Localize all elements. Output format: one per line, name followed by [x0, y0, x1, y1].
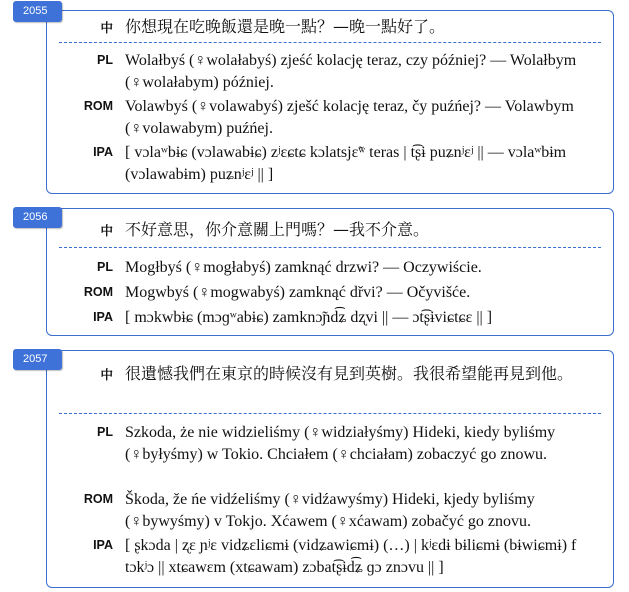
ipa-label: IPA	[93, 538, 113, 552]
polish-sentence: Mogłbyś (♀mogłabyś) zamknąć drzwi? — Oczywiście.	[125, 259, 482, 276]
chinese-sentence: 不好意思，你介意關上門嗎？—我不介意。	[125, 220, 430, 239]
dashed-separator	[59, 413, 601, 414]
polish-sentence: Wolałbyś (♀wolałabyś) zjeść kolację teraz, czy później? — Wolałbym (♀wolałabym) później.	[125, 52, 581, 91]
ipa-transcription: [ mɔkwbɨɕ (mɔɡʷabɨɕ) zamknɔ̃ɲd͡ʑ dʐvi || — ɔt͡ʂɨviɕtɕɛ || ]	[125, 309, 493, 326]
pl-label: PL	[97, 260, 113, 274]
dashed-separator	[59, 42, 601, 43]
ipa-label: IPA	[93, 145, 113, 159]
entry-number-badge: 2055	[13, 1, 62, 22]
chinese-sentence: 很遺憾我們在東京的時候沒有見到英樹。我很希望能再見到他。	[125, 364, 574, 383]
ipa-transcription: [ vɔlaʷbɨɕ (vɔlawabɨɕ) zʲɛɕtɕ kɔlatsjɛ̃ʷ teras | t͡ʂɨ puʑnʲɛʲ || — vɔlaʷbɨm (vɔlawabɨm) puʑnʲɛʲ || ]	[125, 144, 571, 183]
entry-number-badge: 2057	[13, 349, 62, 370]
entry-number-badge: 2056	[13, 207, 62, 228]
ipa-label: IPA	[93, 310, 113, 324]
polish-sentence: Szkoda, że nie widzieliśmy (♀widziałyśmy) Hideki, kiedy byliśmy (♀byłyśmy) w Tokio. Chciałem (♀chciałam) zobaczyć go znowu.	[125, 424, 560, 463]
entry-card	[46, 208, 614, 336]
romanization: Škoda, že ńe vidźeliśmy (♀vidźawyśmy) Hideki, kjedy byliśmy (♀bywyśmy) v Tokjo. Xćawem (♀xćawam) zobačyć go znovu.	[125, 491, 539, 530]
dashed-separator	[59, 247, 601, 248]
rom-label: ROM	[83, 285, 113, 299]
romanization: Volawbyś (♀volawabyś) zješć kolację teraz, čy puźńej? — Volawbym (♀volawabym) puźńej.	[125, 98, 578, 137]
pl-label: PL	[97, 53, 113, 67]
rom-label: ROM	[83, 492, 113, 506]
entry-card	[46, 350, 614, 588]
pl-label: PL	[97, 425, 113, 439]
zh-label: 中	[100, 368, 113, 382]
entry-card	[46, 10, 614, 194]
zh-label: 中	[100, 224, 113, 238]
rom-label: ROM	[83, 99, 113, 113]
ipa-transcription: [ ʂkɔda | ʐɛ ɲʲɛ vidʑɛliɕmɨ (vidʑawiɕmɨ) (…) | kʲɛdɨ bɨliɕmɨ (bɨwiɕmɨ) f tɔkʲɔ || xtɕawɛm (xtɕawam) zɔbat͡ʂɨd͡ʑ ɡɔ znɔvu || ]	[125, 537, 581, 576]
zh-label: 中	[100, 21, 113, 35]
chinese-sentence: 你想現在吃晚飯還是晚一點？—晚一點好了。	[125, 17, 446, 36]
romanization: Mogwbyś (♀mogwabyś) zamknąć dřvi? — Očyvišće.	[125, 284, 471, 301]
